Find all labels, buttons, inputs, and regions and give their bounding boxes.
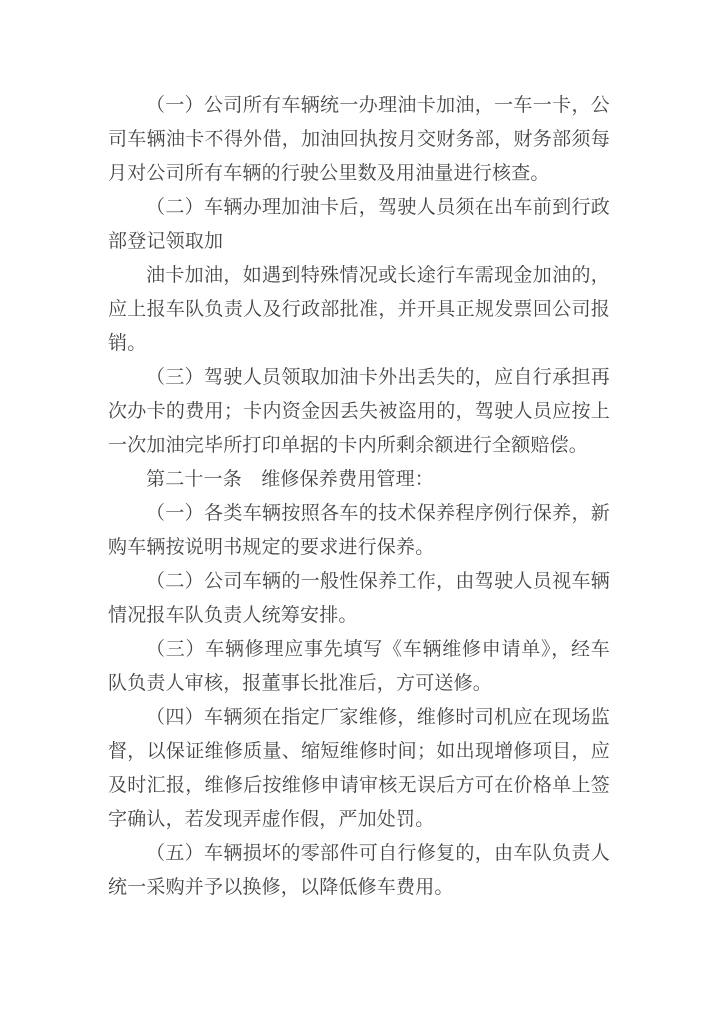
paragraph-maintenance-rule-3: （三）车辆修理应事先填写《车辆维修申请单》，经车队负责人审核，报董事长批准后，方可送修。	[108, 638, 610, 694]
paragraph-fuel-card-rule-2: （二）车辆办理加油卡后，驾驶人员须在出车前到行政部登记领取加	[108, 196, 610, 252]
paragraph-fuel-card-rule-3: （三）驾驶人员领取加油卡外出丢失的，应自行承担再次办卡的费用；卡内资金因丢失被盗用的，驾驶人员应按上一次加油完毕所打印单据的卡内所剩余额进行全额赔偿。	[108, 366, 610, 456]
paragraph-maintenance-rule-5: （五）车辆损坏的零部件可自行修复的，由车队负责人统一采购并予以换修，以降低修车费用。	[108, 842, 610, 898]
paragraph-fuel-card-rule-1: （一）公司所有车辆统一办理油卡加油，一车一卡，公司车辆油卡不得外借，加油回执按月交财务部，财务部须每月对公司所有车辆的行驶公里数及用油量进行核查。	[108, 94, 610, 184]
document-body	[108, 88, 610, 904]
paragraph-maintenance-rule-2: （二）公司车辆的一般性保养工作，由驾驶人员视车辆情况报车队负责人统筹安排。	[108, 570, 610, 626]
paragraph-maintenance-rule-4: （四）车辆须在指定厂家维修，维修时司机应在现场监督，以保证维修质量、缩短维修时间；如出现增修项目，应及时汇报，维修后按维修申请审核无误后方可在价格单上签字确认，若发现弄虚作假，严加处罚。	[108, 706, 610, 830]
paragraph-maintenance-rule-1: （一）各类车辆按照各车的技术保养程序例行保养，新购车辆按说明书规定的要求进行保养。	[108, 502, 610, 558]
heading-article-21: 第二十一条 维修保养费用管理：	[146, 468, 435, 490]
paragraph-fuel-card-rule-2-continued: 油卡加油，如遇到特殊情况或长途行车需现金加油的，应上报车队负责人及行政部批准，并开具正规发票回公司报销。	[108, 264, 610, 354]
